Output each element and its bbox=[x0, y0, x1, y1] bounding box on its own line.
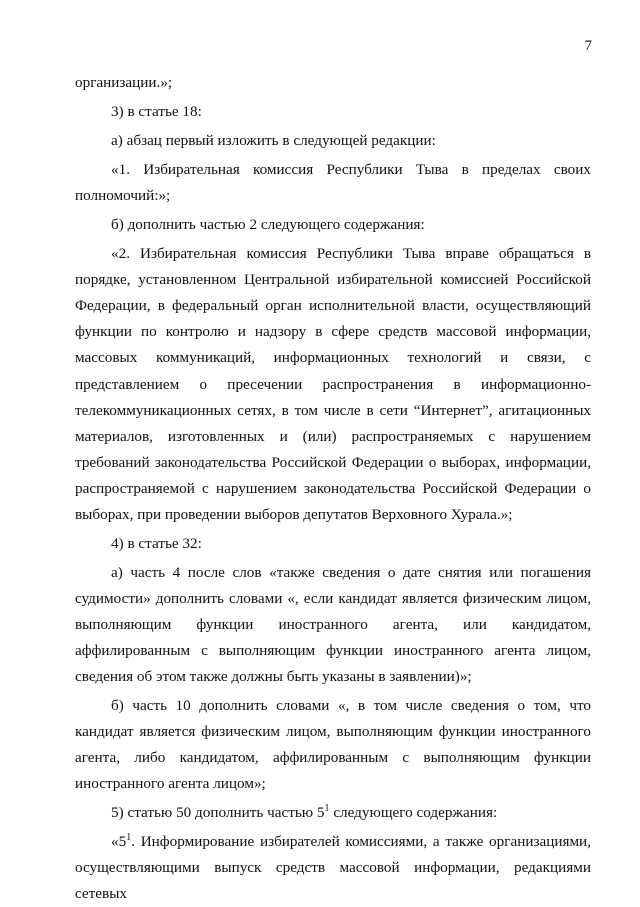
paragraph-subitem-a-part-4: а) часть 4 после слов «также сведения о дате снятия или погашения судимости» дополнить словами «, если кандидат является физическим лицом, выполняющим функции иностранного агента, или кандидатом, аффилированным с выполняющим функции иностранного агента лицом, сведения об этом также должны быть указаны в заявлении)»; bbox=[75, 563, 591, 686]
quote-5-1-text-start: «5 bbox=[111, 833, 127, 851]
item-5-text-start: 5) статью 50 дополнить частью 5 bbox=[111, 804, 325, 822]
paragraph-quote-part-1: «1. Избирательная комиссия Республики Тыва в пределах своих полномочий:»; bbox=[75, 161, 591, 205]
paragraph-quote-part-5-1 bbox=[75, 829, 591, 907]
item-5-text-end: следующего содержания: bbox=[329, 804, 498, 822]
paragraph-subitem-a: а) абзац первый изложить в следующей редакции: bbox=[111, 132, 436, 150]
paragraph-item-5 bbox=[75, 800, 591, 826]
paragraph-item-3: 3) в статье 18: bbox=[111, 103, 202, 121]
paragraph-item-4: 4) в статье 32: bbox=[111, 534, 202, 552]
page-number: 7 bbox=[584, 38, 592, 54]
quote-5-1-text-end: . Информирование избирателей комиссиями, а также организациями, осуществляющими выпуск средств массовой информации, редакциями сетевых bbox=[75, 833, 591, 903]
quote-5-1-superscript: 1 bbox=[126, 832, 132, 844]
paragraph-quote-part-2: «2. Избирательная комиссия Республики Тыва вправе обращаться в порядке, установленном Центральной избирательной комиссией Российской Федерации, в федеральный орган исполнительной власти, осуществляющий функции по контролю и надзору в сфере средств массовой информации, массовых коммуникаций, информационных технологий и связи, с представлением о пресечении распространения в информационно-телекоммуникационных сетях, в том числе в сети “Интернет”, агитационных материалов, изготовленных и (или) распространяемых с нарушением требований законодательства Российской Федерации о выборах, информации, распространяемой с нарушением законодательства Российской Федерации о выборах, при проведении выборов депутатов Верховного Хурала.»; bbox=[75, 245, 591, 523]
item-5-superscript: 1 bbox=[324, 803, 330, 815]
paragraph-subitem-b: б) дополнить частью 2 следующего содержания: bbox=[111, 216, 425, 234]
paragraph-subitem-b-part-10: б) часть 10 дополнить словами «, в том числе сведения о том, что кандидат является физическим лицом, выполняющим функции иностранного агента, либо кандидатом, аффилированным с выполняющим функции иностранного агента лицом»; bbox=[75, 697, 591, 793]
paragraph-continuation: организации.»; bbox=[75, 74, 173, 91]
document-body bbox=[75, 70, 591, 907]
